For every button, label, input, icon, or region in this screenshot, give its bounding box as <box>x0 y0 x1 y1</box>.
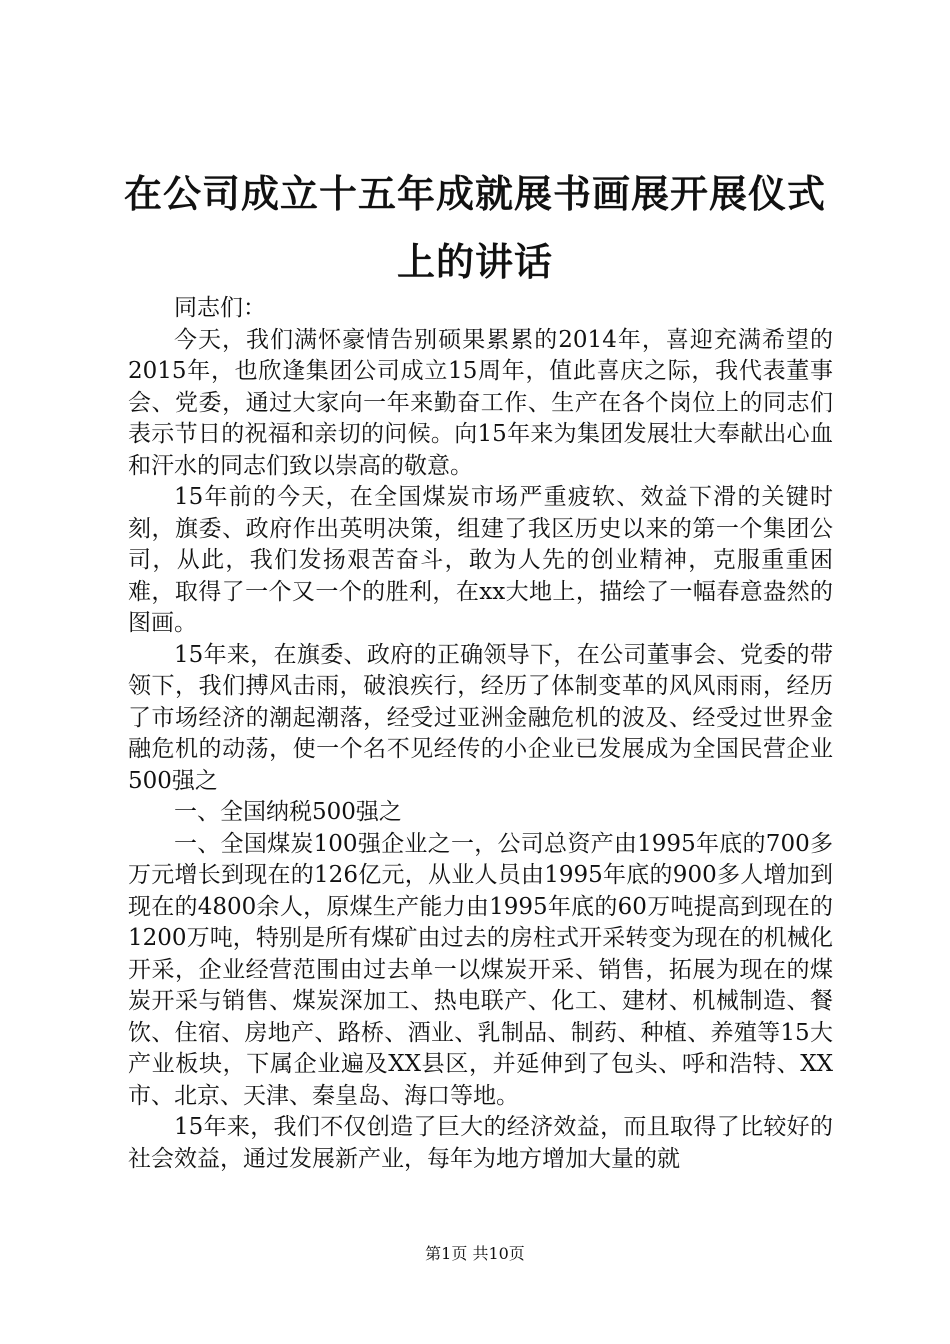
body-paragraph: 一、全国煤炭100强企业之一，公司总资产由1995年底的700多万元增长到现在的126亿元，从业人员由1995年底的900多人增加到现在的4800余人，原煤生产能力由1995年底的60万吨提高到现在的1200万吨，特别是所有煤矿由过去的房柱式开采转变为现在的机械化开采，企业经营范围由过去单一以煤炭开采、销售，拓展为现在的煤炭开采与销售、煤炭深加工、热电联产、化工、建材、机械制造、餐饮、住宿、房地产、路桥、酒业、乳制品、制药、种植、养殖等15大产业板块，下属企业遍及XX县区，并延伸到了包头、呼和浩特、XX市、北京、天津、秦皇岛、海口等地。 <box>128 830 833 1109</box>
page-number-footer: 第1页 共10页 <box>425 1244 525 1263</box>
body-paragraph: 15年来，在旗委、政府的正确领导下，在公司董事会、党委的带领下，我们搏风击雨，破浪疾行，经历了体制变革的风风雨雨，经历了市场经济的潮起潮落，经受过亚洲金融危机的波及、经受过世界金融危机的动荡，使一个名不见经传的小企业已发展成为全国民营企业500强之 <box>128 641 833 794</box>
salutation-paragraph: 同志们： <box>174 295 266 321</box>
document-title: 在公司成立十五年成就展书画展开展仪式上的讲话 <box>123 171 826 284</box>
document-body <box>128 293 833 1175</box>
body-paragraph: 今天，我们满怀豪情告别硕果累累的2014年，喜迎充满希望的2015年，也欣逢集团公司成立15周年，值此喜庆之际，我代表董事会、党委，通过大家向一年来勤奋工作、生产在各个岗位上的同志们表示节日的祝福和亲切的问候。向15年来为集团发展壮大奉献出心血和汗水的同志们致以崇高的敬意。 <box>128 326 833 479</box>
body-paragraph: 一、全国纳税500强之 <box>174 799 402 825</box>
body-paragraph: 15年前的今天，在全国煤炭市场严重疲软、效益下滑的关键时刻，旗委、政府作出英明决策，组建了我区历史以来的第一个集团公司，从此，我们发扬艰苦奋斗，敢为人先的创业精神，克服重重困难，取得了一个又一个的胜利，在xx大地上，描绘了一幅春意盎然的图画。 <box>128 484 833 636</box>
body-paragraph: 15年来，我们不仅创造了巨大的经济效益，而且取得了比较好的社会效益，通过发展新产业，每年为地方增加大量的就 <box>128 1114 833 1172</box>
